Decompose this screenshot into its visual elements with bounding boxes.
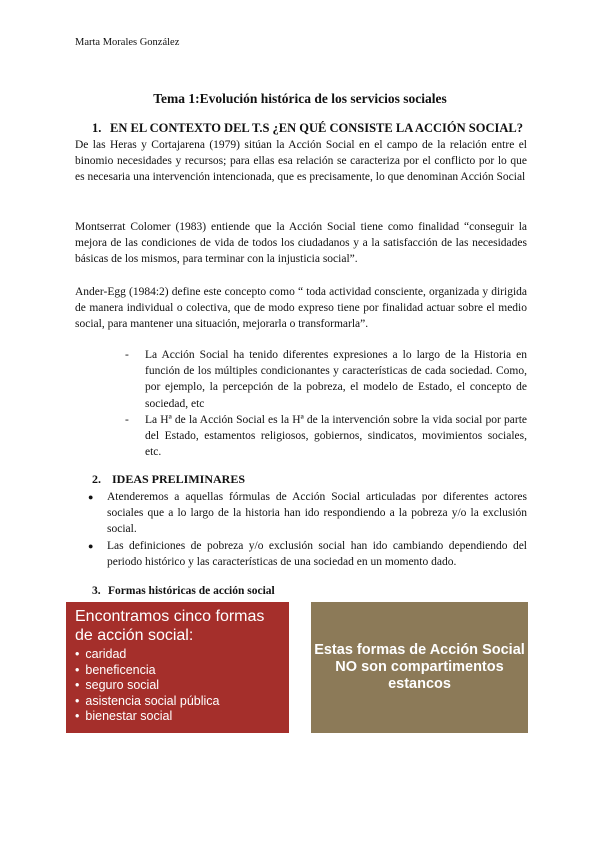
forms-list: [75, 647, 220, 725]
dash-list-item: [125, 412, 527, 461]
dash-item-text: La Hª de la Acción Social es la Hª de la intervención sobre la vida social por parte del Estado, estamentos religiosos, gobiernos, sindicatos, movimientos sociales, etc.: [145, 413, 527, 459]
paragraph-ander-egg: Ander-Egg (1984:2) define este concepto como “ toda actividad consciente, organizada y dirigida de manera individual o colectiva, que de modo expreso tiene por finalidad actuar sobre el medio social, para mantener una situación, mejorarla o transformarla”.: [75, 286, 527, 331]
forms-list-item: • asistencia social pública: [75, 694, 220, 710]
dash-list: [125, 347, 527, 460]
dash-marker: -: [125, 413, 129, 426]
section-2-heading-text: IDEAS PRELIMINARES: [112, 472, 246, 486]
forms-list-item: • seguro social: [75, 678, 220, 694]
section-3-heading-text: Formas históricas de acción social: [108, 585, 275, 597]
dash-marker: -: [125, 349, 129, 361]
bullet-item-text: Atenderemos a aquellas fórmulas de Acción Social articuladas por diferentes actores sociales que a lo largo de la historia han ido respondiendo a la pobreza y/o la exclusión social.: [107, 491, 527, 536]
paragraph-colomer: Montserrat Colomer (1983) entiende que la Acción Social tiene como finalidad “conseguir la mejora de las condiciones de vida de todos los ciudadanos y a la satisfacción de las necesidades básicas de los mismos, para terminar con la injusticia social”.: [75, 221, 527, 266]
bullet-icon: ●: [88, 492, 94, 502]
section-1-heading: [92, 121, 523, 136]
forms-list-item: • caridad: [75, 647, 220, 663]
section-3-heading: [92, 585, 275, 597]
section-1-number: 1.: [92, 121, 102, 135]
bullet-item-text: Las definiciones de pobreza y/o exclusión social han ido cambiando dependiendo del periodo histórico y las características de una sociedad en un momento dado.: [107, 539, 527, 568]
paragraph-heras-cortajarena: De las Heras y Cortajarena (1979) sitúan la Acción Social en el campo de la relación entre el binomio necesidades y recursos; para ellas esa relación se caracteriza por el conflicto por lo que es necesaria una intervención intencionada, que es precisamente, lo que denominan Acción Social: [75, 139, 527, 184]
bullet-list-item: [88, 538, 527, 570]
section-2-heading: [92, 472, 245, 487]
author-header: Marta Morales González: [75, 37, 180, 48]
note-box: [311, 602, 528, 733]
forms-list-item: • bienestar social: [75, 709, 220, 725]
section-1-heading-text: EN EL CONTEXTO DEL T.S ¿EN QUÉ CONSISTE LA ACCIÓN SOCIAL?: [110, 121, 523, 135]
note-box-text: Estas formas de Acción Social NO son compartimentos estancos: [314, 642, 525, 692]
dash-list-item: [125, 347, 527, 412]
bullet-icon: ●: [88, 540, 94, 551]
section-3-number: 3.: [92, 585, 101, 597]
section-2-number: 2.: [92, 472, 101, 486]
forms-list-heading: Encontramos cinco formas de acción social:: [75, 608, 265, 644]
forms-list-item: • beneficencia: [75, 663, 220, 679]
dash-item-text: La Acción Social ha tenido diferentes expresiones a lo largo de la Historia en función de los múltiples condicionantes y características de cada sociedad. Como, por ejemplo, la percepción de la pobreza, el modelo de Estado, el concepto de sociedad, etc: [145, 349, 527, 410]
document-title: Tema 1:Evolución histórica de los servicios sociales: [153, 91, 447, 106]
forms-list-box: [66, 602, 289, 733]
bullet-list-item: [88, 489, 527, 538]
bullet-list: [88, 489, 527, 570]
